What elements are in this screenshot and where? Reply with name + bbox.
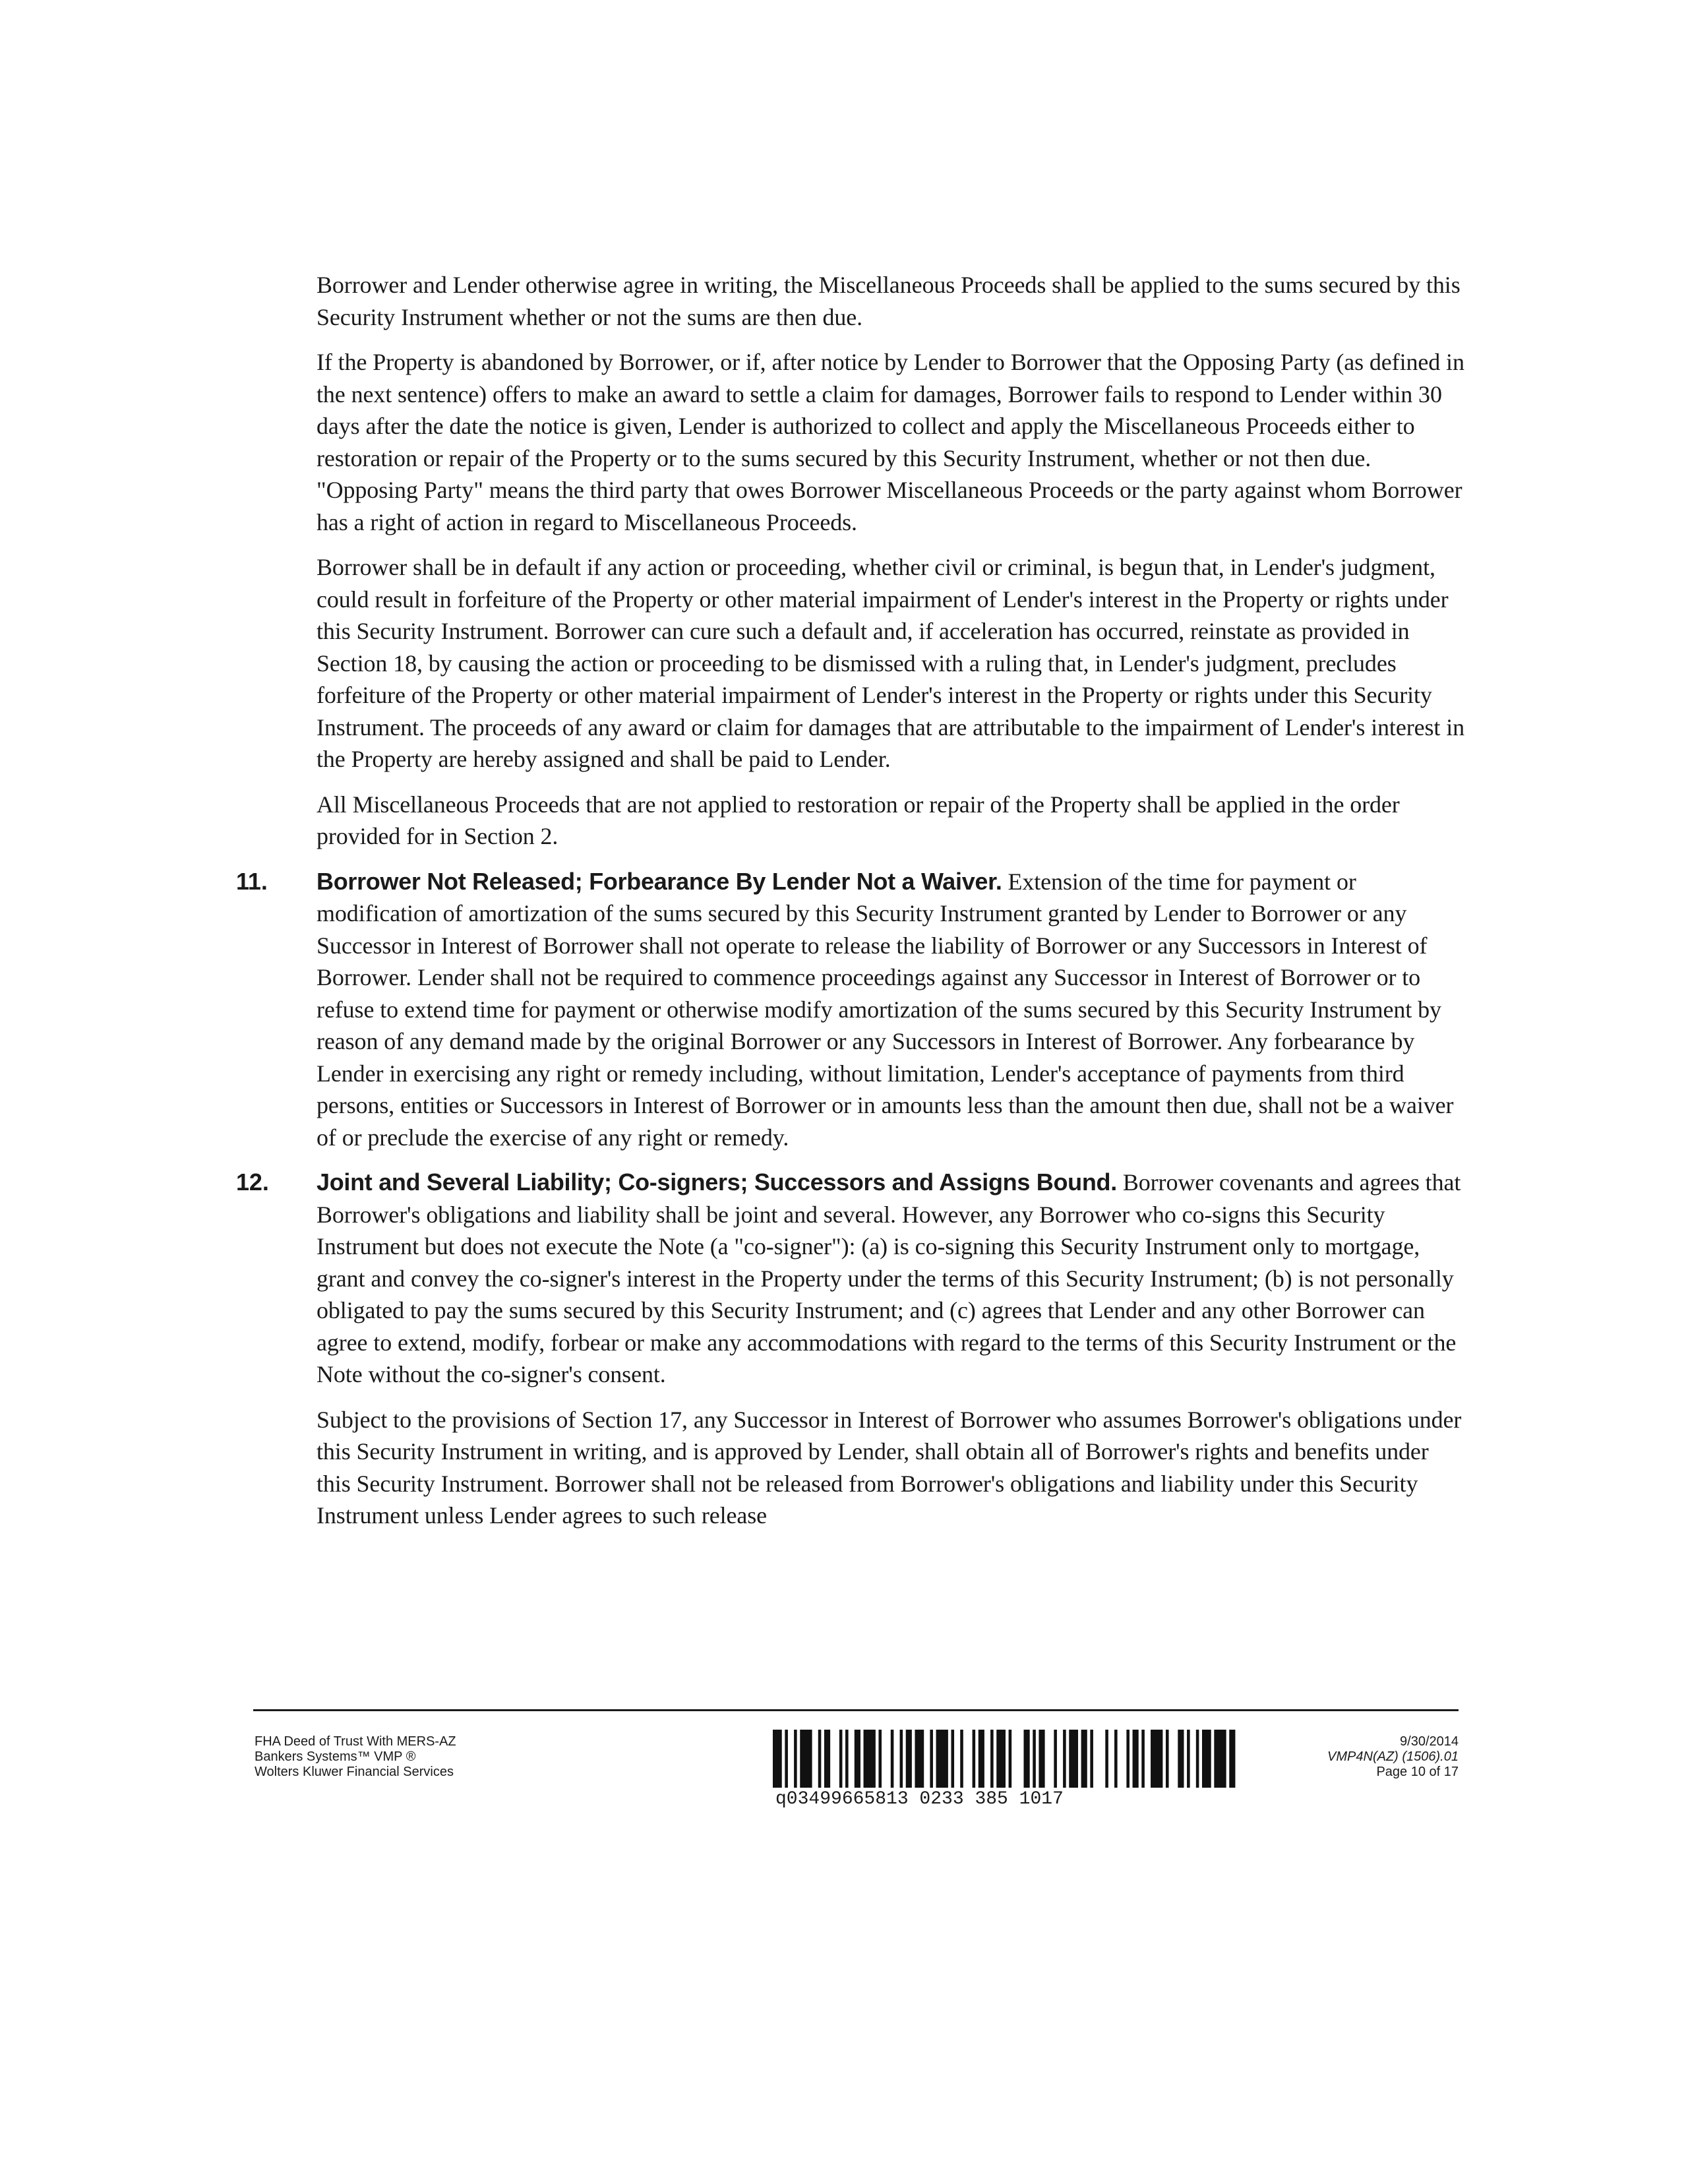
barcode-bar xyxy=(800,1730,812,1788)
barcode-bar xyxy=(1187,1730,1190,1788)
barcode-bar xyxy=(773,1730,782,1788)
barcode-bar xyxy=(839,1730,843,1788)
barcode-bar xyxy=(996,1730,1006,1788)
barcode-bar xyxy=(930,1730,933,1788)
document-body xyxy=(236,269,1465,1545)
footer-publisher: Bankers Systems™ VMP ® xyxy=(255,1749,416,1764)
paragraph-successor-interest: Subject to the provisions of Section 17, any Successor in Interest of Borrower who assumes Borrower's obligations under this Security Instrument in writing, and is approved by Lender, shall obtain all of Borrower's rights and benefits under this Security Instrument. Borrower shall not be released from Borrower's obligations and liability under this Security Instrument unless Lender agrees to such release xyxy=(316,1406,1462,1529)
barcode-bar xyxy=(1178,1730,1184,1788)
barcode-icon xyxy=(773,1730,1238,1788)
barcode-bar xyxy=(1126,1730,1130,1788)
section-body: Borrower covenants and agrees that Borrower's obligations and liability shall be joint and several. However, any Borrower who co-signs this Security Instrument but does not execute the Note (a "co-signer"): (a) is co-signing this Security Instrument only to mortgage, grant and convey the co-signer's interest in the Property under the terms of this Security Instrument; (b) is not personally obligated to pay the sums secured by this Security Instrument; and (c) agrees that Lender and any other Borrower can agree to extend, modify, forbear or make any accommodations with regard to the terms of this Security Instrument or the Note without the co-signer's consent. xyxy=(316,1169,1461,1387)
footer-page-number: Page 10 of 17 xyxy=(1376,1765,1459,1779)
barcode-bar xyxy=(1081,1730,1087,1788)
barcode-bar xyxy=(785,1730,788,1788)
barcode-bar xyxy=(915,1730,924,1788)
barcode-bar xyxy=(1024,1730,1030,1788)
footer-form-info xyxy=(255,1734,584,1780)
barcode-block xyxy=(773,1730,1238,1810)
barcode-bar xyxy=(824,1730,830,1788)
barcode-bar xyxy=(1009,1730,1012,1788)
section-12 xyxy=(236,1167,1465,1391)
barcode-bar xyxy=(1133,1730,1139,1788)
barcode-bar xyxy=(1063,1730,1066,1788)
barcode-bar xyxy=(845,1730,849,1788)
barcode-bar xyxy=(1054,1730,1057,1788)
footer-date: 9/30/2014 xyxy=(1400,1734,1459,1749)
barcode-bar xyxy=(1069,1730,1078,1788)
barcode-bar xyxy=(794,1730,797,1788)
barcode-bar xyxy=(951,1730,954,1788)
barcode-bar xyxy=(973,1730,976,1788)
section-heading: Joint and Several Liability; Co-signers; Successors and Assigns Bound. xyxy=(316,1168,1117,1196)
paragraph-default-action: Borrower shall be in default if any action or proceeding, whether civil or criminal, is begun that, in Lender's judgment, could result in forfeiture of the Property or other material impairment of Lender's interest in the Property or rights under this Security Instrument. Borrower can cure such a default and, if acceleration has occurred, reinstate as provided in Section 18, by causing the action or proceeding to be dismissed with a ruling that, in Lender's judgment, precludes forfeiture of the Property or other material impairment of Lender's interest in the Property or rights under this Security Instrument. The proceeds of any award or claim for damages that are attributable to the impairment of Lender's interest in the Property are hereby assigned and shall be paid to Lender. xyxy=(316,554,1464,772)
barcode-bar xyxy=(990,1730,994,1788)
footer-form-title: FHA Deed of Trust With MERS-AZ xyxy=(255,1734,456,1749)
barcode-bar xyxy=(960,1730,963,1788)
footer-form-meta xyxy=(1195,1734,1459,1780)
footer-company: Wolters Kluwer Financial Services xyxy=(255,1765,454,1779)
paragraph-proceeds-applied: Borrower and Lender otherwise agree in writing, the Miscellaneous Proceeds shall be applied to the sums secured by this Security Instrument whether or not the sums are then due. xyxy=(316,272,1461,330)
section-number: 11. xyxy=(236,867,268,895)
footer-divider xyxy=(253,1709,1459,1711)
barcode-bar xyxy=(878,1730,882,1788)
footer-form-code: VMP4N(AZ) (1506).01 xyxy=(1327,1749,1459,1764)
barcode-bar xyxy=(818,1730,822,1788)
barcode-bar xyxy=(891,1730,894,1788)
paragraph-misc-proceeds-order: All Miscellaneous Proceeds that are not applied to restoration or repair of the Property shall be applied in the order provided for in Section 2. xyxy=(316,791,1400,849)
barcode-bar xyxy=(1141,1730,1145,1788)
barcode-bar xyxy=(1151,1730,1162,1788)
barcode-bar xyxy=(936,1730,948,1788)
section-number: 12. xyxy=(236,1168,269,1196)
barcode-number: q03499665813 0233 385 1017 xyxy=(775,1789,1064,1809)
barcode-bar xyxy=(1033,1730,1036,1788)
barcode-bar xyxy=(979,1730,984,1788)
section-heading: Borrower Not Released; Forbearance By Lender Not a Waiver. xyxy=(316,867,1002,895)
barcode-bar xyxy=(906,1730,912,1788)
section-body: Extension of the time for payment or modification of amortization of the sums secured by this Security Instrument granted by Lender to Borrower or any Successor in Interest of Borrower shall not operate to release the liability of Borrower or any Successors in Interest of Borrower. Lender shall not be required to commence proceedings against any Successor in Interest of Borrower or to refuse to extend time for payment or otherwise modify amortization of the sums secured by this Security Instrument by reason of any demand made by the original Borrower or any Successors in Interest of Borrower. Any forbearance by Lender in exercising any right or remedy including, without limitation, Lender's acceptance of payments from third persons, entities or Successors in Interest of Borrower or in amounts less than the amount then due, shall not be a waiver of or preclude the exercise of any right or remedy. xyxy=(316,868,1454,1151)
barcode-bar xyxy=(900,1730,903,1788)
paragraph-property-abandoned: If the Property is abandoned by Borrower, or if, after notice by Lender to Borrower that the Opposing Party (as defined in the next sentence) offers to make an award to settle a claim for damages, Borrower fails to respond to Lender within 30 days after the date the notice is given, Lender is authorized to collect and apply the Miscellaneous Proceeds either to restoration or repair of the Property or to the sums secured by this Security Instrument, whether or not then due. "Opposing Party" means the third party that owes Borrower Miscellaneous Proceeds or the party against whom Borrower has a right of action in regard to Miscellaneous Proceeds. xyxy=(316,349,1464,535)
barcode-bar xyxy=(1114,1730,1118,1788)
barcode-bar xyxy=(1039,1730,1044,1788)
barcode-bar xyxy=(1090,1730,1093,1788)
barcode-bar xyxy=(855,1730,860,1788)
section-11 xyxy=(236,866,1465,1154)
barcode-bar xyxy=(1105,1730,1108,1788)
barcode-bar xyxy=(1166,1730,1169,1788)
barcode-bar xyxy=(864,1730,876,1788)
